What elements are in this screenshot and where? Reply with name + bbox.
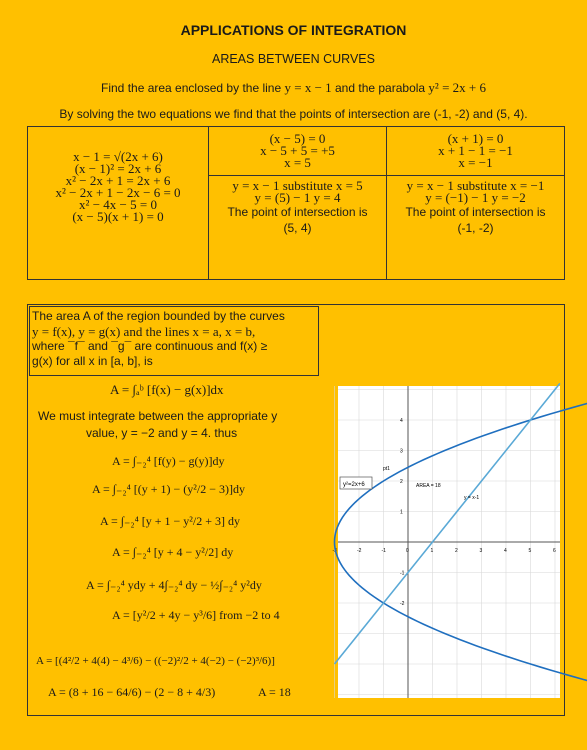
y-tick-label: 1 <box>400 509 403 516</box>
problem-statement <box>0 80 587 96</box>
y-tick-label: 2 <box>400 479 403 485</box>
step-line: x² − 2x + 1 − 2x − 6 = 0 <box>55 185 181 200</box>
step-line: x² − 4x − 5 = 0 <box>79 197 157 212</box>
solving-steps-table <box>27 126 565 280</box>
step-line: x = 5 <box>284 155 311 170</box>
x-tick-label: -3 <box>332 548 337 554</box>
x-tick-label: -1 <box>381 548 386 554</box>
derivation-step: A = ∫₋₂⁴ [y + 4 − y²/2] dy <box>112 545 234 559</box>
step-line: x + 1 − 1 = −1 <box>438 143 513 158</box>
area-graph <box>332 386 560 698</box>
step-line: (x − 5) = 0 <box>269 131 326 146</box>
step-line: (x − 1)² = 2x + 6 <box>74 161 162 176</box>
x-tick-label: 2 <box>455 548 458 554</box>
intersection-statement: By solving the two equations we find that the points of intersection are (-1, -2) and (5, 4). <box>59 107 528 121</box>
derivation-step: A = ∫₋₂⁴ [y + 1 − y²/2 + 3] dy <box>100 514 240 528</box>
y-tick-label: -2 <box>400 601 405 607</box>
definition-line: g(x) for all x in [a, b], is <box>32 354 153 368</box>
problem-text-pre: Find the area enclosed by the line <box>101 81 282 95</box>
page-title: APPLICATIONS OF INTEGRATION <box>180 22 407 38</box>
derivation-step: A = ∫₋₂⁴ [(y + 1) − (y²/2 − 3)]dy <box>92 482 245 496</box>
point-label: The point of intersection is <box>405 205 546 219</box>
integration-note-1: We must integrate between the appropriate y <box>38 409 278 423</box>
derivation-step: A = (8 + 16 − 64/6) − (2 − 8 + 4/3) <box>48 685 216 699</box>
definition-line: The area A of the region bounded by the curves <box>32 309 285 323</box>
area-formula: A = ∫ₐᵇ [f(x) − g(x)]dx <box>110 382 224 397</box>
x-tick-label: 4 <box>504 548 507 554</box>
steps-col3 <box>387 127 564 279</box>
problem-text-mid: and the parabola <box>335 81 426 95</box>
line-label: y = x-1 <box>464 495 480 501</box>
y-tick-label: 3 <box>400 448 403 455</box>
step-line: x = −1 <box>458 155 493 170</box>
derivation-step: A = [y²/2 + 4y − y³/6] from −2 to 4 <box>112 608 280 622</box>
y-tick-label: -1 <box>400 570 405 577</box>
x-tick-label: 3 <box>479 548 483 554</box>
intersection-point: (5, 4) <box>283 221 312 235</box>
definition-text <box>32 309 322 369</box>
steps-col2 <box>209 127 386 279</box>
x-tick-label: 1 <box>430 548 434 554</box>
intersection-point: (-1, -2) <box>457 221 494 235</box>
step-line: x² − 2x + 1 = 2x + 6 <box>65 173 171 188</box>
step-line: x − 1 = √(2x + 6) <box>73 149 163 164</box>
step-line: (x − 5)(x + 1) = 0 <box>72 209 164 224</box>
x-tick-label: 6 <box>553 548 556 554</box>
point-label: The point of intersection is <box>227 205 368 219</box>
area-label: AREA = 18 <box>416 483 441 489</box>
step-line: y = (5) − 1 y = 4 <box>254 190 341 205</box>
steps-col1 <box>28 127 208 279</box>
area-result: A = 18 <box>258 685 291 699</box>
step-line: (x + 1) = 0 <box>447 131 504 146</box>
point-label: pt1 <box>383 466 390 472</box>
x-tick-label: 0 <box>406 548 409 554</box>
x-tick-label: -2 <box>357 548 362 554</box>
parabola-equation: y² = 2x + 6 <box>428 80 486 95</box>
integration-note-2: value, y = −2 and y = 4. thus <box>86 426 238 440</box>
step-line: y = x − 1 substitute x = 5 <box>232 178 363 193</box>
step-line: y = x − 1 substitute x = −1 <box>406 178 545 193</box>
step-line: y = (−1) − 1 y = −2 <box>425 190 526 205</box>
x-tick-label: 5 <box>528 548 532 554</box>
equation-label: y²=2x+6 <box>343 482 365 488</box>
definition-line: y = f(x), y = g(x) and the lines x = a, x = b, <box>32 324 256 339</box>
step-line: x − 5 + 5 = +5 <box>260 143 335 158</box>
line-equation: y = x − 1 <box>284 80 332 95</box>
y-tick-label: 4 <box>400 418 403 424</box>
definition-line: where ¯f¯ and ¯g¯ are continuous and f(x) ≥ <box>32 339 268 353</box>
page-subtitle: AREAS BETWEEN CURVES <box>211 52 375 66</box>
derivation-step: A = ∫₋₂⁴ [f(y) − g(y)]dy <box>112 454 225 468</box>
derivation-step: A = [(4²/2 + 4(4) − 4³/6) − ((−2)²/2 + 4(−2) − (−2)³/6)] <box>36 655 275 667</box>
derivation-step: A = ∫₋₂⁴ ydy + 4∫₋₂⁴ dy − ½∫₋₂⁴ y²dy <box>86 578 262 592</box>
